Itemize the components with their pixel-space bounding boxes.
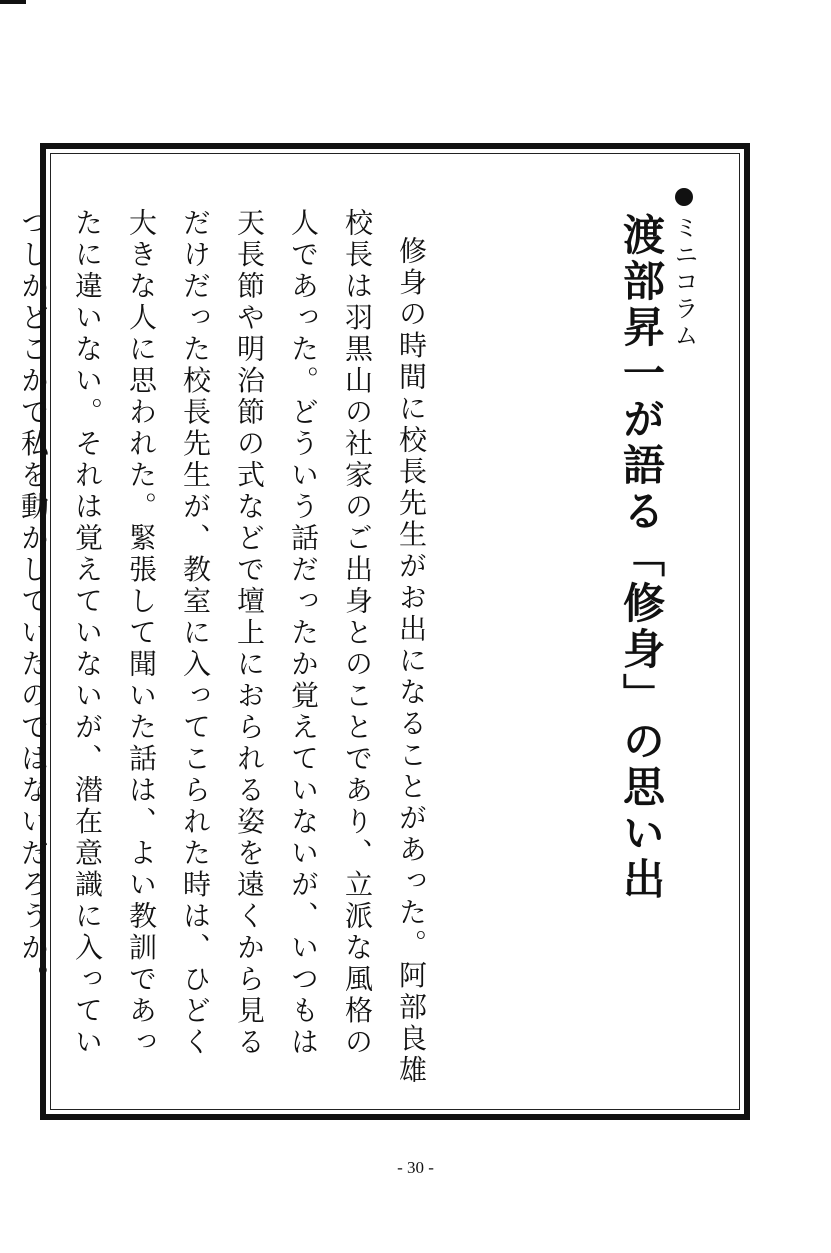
series-label: ミニコラム bbox=[670, 215, 698, 350]
column-title: 渡部昇一が語る「修身」の思い出 bbox=[617, 213, 666, 903]
bullet-icon bbox=[675, 188, 693, 206]
page-number: - 30 - bbox=[397, 1158, 434, 1177]
section-number-one bbox=[0, 0, 26, 4]
body-paragraph: 修身の時間に校長先生がお出になることがあった。阿部良雄校長は羽黒山の社家のご出身とのことであり、立派な風格の人であった。どういう話だったか覚えていないが、いつもは天長節や明治節の式などで壇上におられる姿を遠くから見るだけだった校長先生が、教室に入ってこられた時は、ひどく大きな人に思われた。緊張して聞いた話は、よい教訓であったに違いない。それは覚えていないが、潜在意識に入っていつしかどこかで私を動かしていたのではないだろうか。 bbox=[17, 208, 428, 1087]
